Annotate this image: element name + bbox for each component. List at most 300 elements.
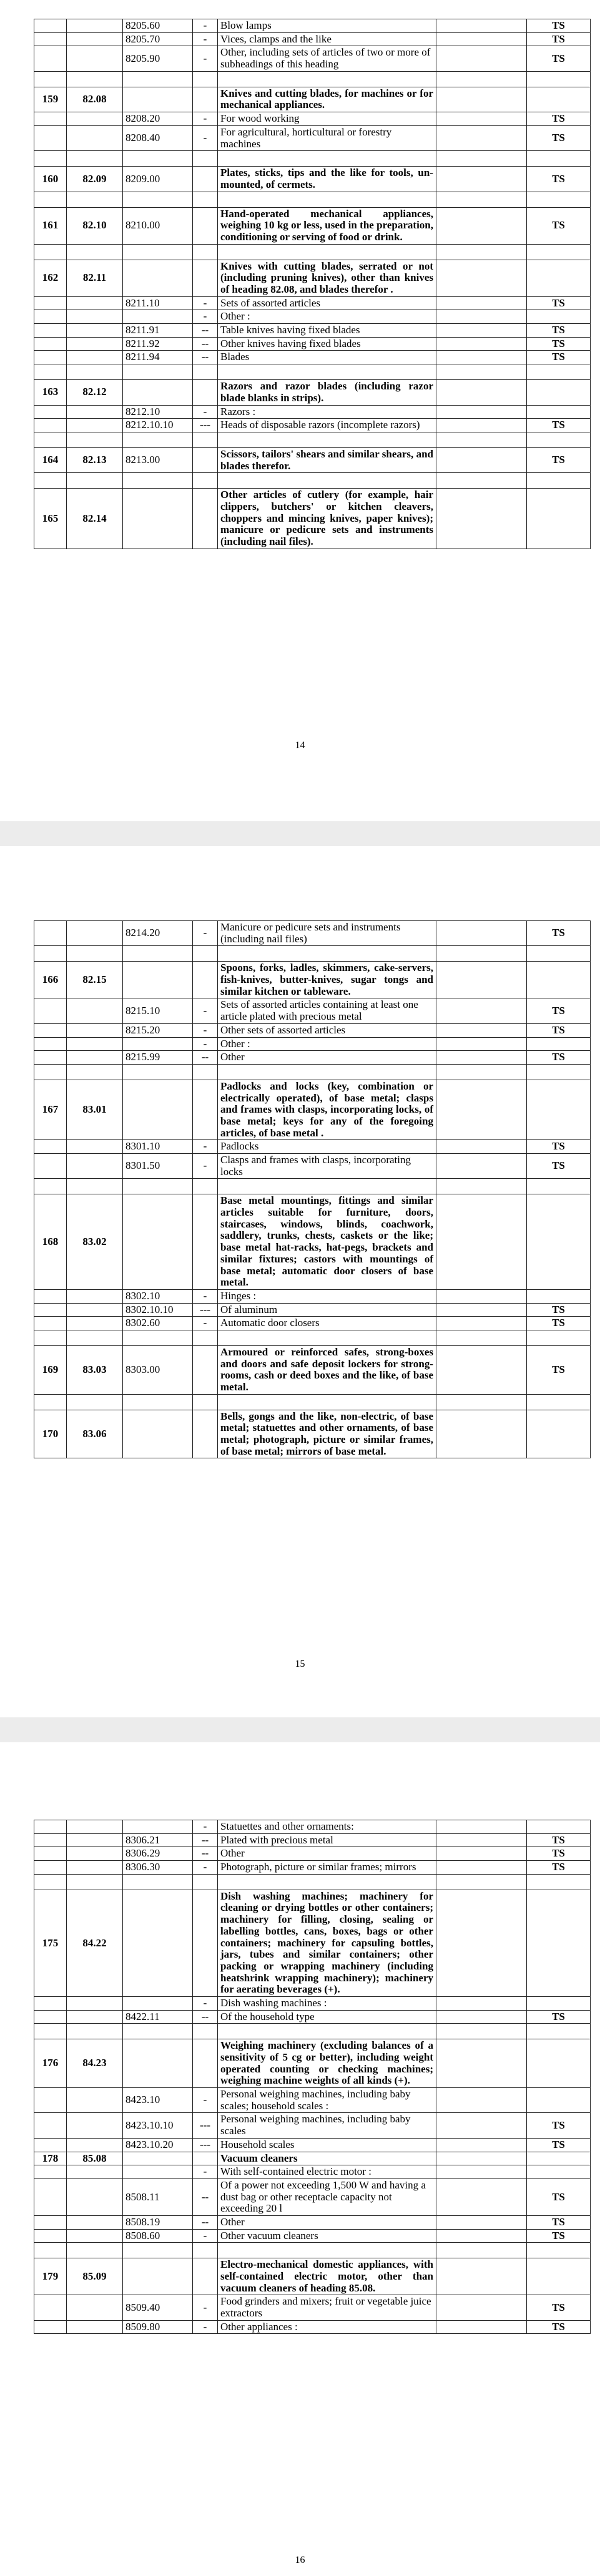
empty-cell [123, 1179, 193, 1194]
spacer-row [34, 244, 591, 260]
empty-cell [436, 1064, 527, 1080]
description-cell: Personal weighing machines, including baby scales; household scales : [218, 2088, 436, 2113]
empty-cell [527, 1179, 591, 1194]
empty-cell [436, 192, 527, 207]
level-dash-cell: -- [193, 2010, 218, 2024]
empty-cell [436, 46, 527, 71]
empty-cell [436, 1833, 527, 1847]
page-number: 14 [295, 740, 305, 751]
tariff-table [34, 920, 591, 1458]
empty-cell [123, 364, 193, 380]
empty-cell [527, 946, 591, 962]
description-cell: Dish washing machines; machinery for cleaning or drying bottles or other containers; machinery for filling, closing, sealing or labelling bottles, cans, boxes, bags or other containers; machinery for capsuling bottles, jars, tubes and similar containers; other packing or wrapping machinery (including heatshrink wrapping machinery); machinery for aerating beverages (+). [218, 1890, 436, 1996]
ts-marker-cell [527, 1820, 591, 1834]
empty-cell [193, 1394, 218, 1410]
heading-number-cell: 82.08 [67, 87, 123, 112]
serial-number-cell [34, 1833, 67, 1847]
empty-cell [218, 151, 436, 167]
hs-code-cell [123, 1194, 193, 1290]
hs-code-cell: 8508.19 [123, 2215, 193, 2229]
empty-cell [436, 2138, 527, 2152]
hs-code-cell: 8208.20 [123, 112, 193, 126]
table-row [34, 46, 591, 71]
serial-number-cell [34, 351, 67, 364]
serial-number-cell [34, 46, 67, 71]
spacer-row [34, 192, 591, 207]
empty-cell [527, 432, 591, 447]
ts-marker-cell [527, 260, 591, 296]
empty-cell [123, 71, 193, 87]
serial-number-cell [34, 2010, 67, 2024]
empty-cell [436, 1996, 527, 2010]
heading-number-cell [67, 2215, 123, 2229]
empty-cell [193, 2243, 218, 2258]
serial-number-cell: 168 [34, 1194, 67, 1290]
table-row [34, 2215, 591, 2229]
empty-cell [34, 1874, 67, 1890]
hs-code-cell: 8213.00 [123, 447, 193, 472]
ts-marker-cell: TS [527, 419, 591, 432]
ts-marker-cell [527, 1410, 591, 1458]
ts-marker-cell: TS [527, 112, 591, 126]
serial-number-cell: 175 [34, 1890, 67, 1996]
table-row [34, 1140, 591, 1154]
spacer-row [34, 1179, 591, 1194]
ts-marker-cell [527, 310, 591, 324]
level-dash-cell: - [193, 1154, 218, 1179]
ts-marker-cell: TS [527, 1023, 591, 1037]
spacer-row [34, 946, 591, 962]
heading-number-cell [67, 998, 123, 1023]
ts-marker-cell [527, 2152, 591, 2165]
level-dash-cell [193, 962, 218, 998]
document-page [0, 0, 600, 821]
description-cell: Automatic door closers [218, 1317, 436, 1330]
empty-cell [34, 2024, 67, 2039]
level-dash-cell: -- [193, 351, 218, 364]
level-dash-cell: -- [193, 337, 218, 351]
table-row [34, 351, 591, 364]
empty-cell [527, 1394, 591, 1410]
heading-number-cell [67, 112, 123, 126]
empty-cell [193, 244, 218, 260]
empty-cell [527, 71, 591, 87]
empty-cell [34, 1179, 67, 1194]
serial-number-cell [34, 32, 67, 46]
serial-number-cell: 164 [34, 447, 67, 472]
description-cell: Other sets of assorted articles [218, 1023, 436, 1037]
level-dash-cell: - [193, 125, 218, 150]
tariff-table [34, 1820, 591, 2334]
empty-cell [436, 19, 527, 33]
heading-number-cell [67, 1833, 123, 1847]
ts-marker-cell [527, 2258, 591, 2295]
ts-marker-cell: TS [527, 2178, 591, 2215]
table-row [34, 337, 591, 351]
serial-number-cell: 169 [34, 1345, 67, 1394]
empty-cell [67, 946, 123, 962]
empty-cell [436, 1394, 527, 1410]
heading-number-cell [67, 1289, 123, 1303]
level-dash-cell: - [193, 46, 218, 71]
empty-cell [436, 432, 527, 447]
description-cell: Photograph, picture or similar frames; mirrors [218, 1861, 436, 1875]
empty-cell [123, 1874, 193, 1890]
serial-number-cell [34, 2320, 67, 2334]
ts-marker-cell [527, 87, 591, 112]
hs-code-cell [123, 2165, 193, 2179]
empty-cell [67, 364, 123, 380]
description-cell: Blades [218, 351, 436, 364]
description-cell: Personal weighing machines, including baby scales [218, 2113, 436, 2138]
description-cell: Other : [218, 310, 436, 324]
spacer-row [34, 473, 591, 489]
heading-number-cell: 83.01 [67, 1080, 123, 1139]
empty-cell [436, 310, 527, 324]
empty-cell [193, 1179, 218, 1194]
empty-cell [436, 2113, 527, 2138]
empty-cell [436, 1179, 527, 1194]
level-dash-cell: --- [193, 419, 218, 432]
heading-number-cell: 85.09 [67, 2258, 123, 2295]
empty-cell [193, 473, 218, 489]
level-dash-cell: -- [193, 1847, 218, 1861]
empty-cell [436, 1080, 527, 1139]
empty-cell [527, 473, 591, 489]
serial-number-cell [34, 2215, 67, 2229]
heading-number-cell [67, 1140, 123, 1154]
empty-cell [436, 2178, 527, 2215]
empty-cell [123, 1330, 193, 1345]
heading-number-cell [67, 337, 123, 351]
table-row [34, 1303, 591, 1317]
heading-number-cell [67, 2165, 123, 2179]
empty-cell [527, 364, 591, 380]
description-cell: Plated with precious metal [218, 1833, 436, 1847]
serial-number-cell: 162 [34, 260, 67, 296]
heading-number-cell [67, 1847, 123, 1861]
empty-cell [436, 1861, 527, 1875]
empty-cell [34, 151, 67, 167]
ts-marker-cell: TS [527, 1051, 591, 1065]
table-row [34, 2165, 591, 2179]
description-cell: For agricultural, horticultural or forestry machines [218, 125, 436, 150]
ts-marker-cell [527, 1194, 591, 1290]
table-row [34, 2229, 591, 2243]
level-dash-cell [193, 489, 218, 549]
heading-row [34, 1345, 591, 1394]
description-cell: Heads of disposable razors (incomplete razors) [218, 419, 436, 432]
heading-number-cell [67, 1037, 123, 1051]
ts-marker-cell: TS [527, 1861, 591, 1875]
empty-cell [218, 1179, 436, 1194]
level-dash-cell [193, 260, 218, 296]
ts-marker-cell [527, 2039, 591, 2088]
description-cell: Other, including sets of articles of two or more of subheadings of this heading [218, 46, 436, 71]
ts-marker-cell: TS [527, 351, 591, 364]
empty-cell [218, 192, 436, 207]
level-dash-cell: - [193, 1023, 218, 1037]
ts-marker-cell: TS [527, 2295, 591, 2320]
serial-number-cell [34, 1051, 67, 1065]
empty-cell [67, 192, 123, 207]
level-dash-cell: - [193, 1317, 218, 1330]
empty-cell [436, 1345, 527, 1394]
document-page [0, 1742, 600, 2576]
empty-cell [193, 1874, 218, 1890]
serial-number-cell [34, 998, 67, 1023]
description-cell: Other [218, 1847, 436, 1861]
empty-cell [436, 324, 527, 338]
ts-marker-cell: TS [527, 1154, 591, 1179]
level-dash-cell [193, 2039, 218, 2088]
hs-code-cell [123, 1410, 193, 1458]
heading-number-cell [67, 2010, 123, 2024]
level-dash-cell: - [193, 112, 218, 126]
empty-cell [193, 364, 218, 380]
level-dash-cell: -- [193, 2215, 218, 2229]
hs-code-cell: 8508.60 [123, 2229, 193, 2243]
empty-cell [34, 1064, 67, 1080]
hs-code-cell [123, 1996, 193, 2010]
hs-code-cell: 8215.10 [123, 998, 193, 1023]
description-cell: Statuettes and other ornaments: [218, 1820, 436, 1834]
heading-number-cell [67, 419, 123, 432]
ts-marker-cell [527, 1080, 591, 1139]
ts-marker-cell [527, 380, 591, 405]
description-cell: Other [218, 1051, 436, 1065]
level-dash-cell: - [193, 2229, 218, 2243]
table-row [34, 2010, 591, 2024]
description-cell: Padlocks [218, 1140, 436, 1154]
empty-cell [67, 151, 123, 167]
empty-cell [193, 151, 218, 167]
heading-number-cell [67, 1154, 123, 1179]
hs-code-cell: 8211.10 [123, 296, 193, 310]
hs-code-cell: 8301.10 [123, 1140, 193, 1154]
ts-marker-cell: TS [527, 1140, 591, 1154]
ts-marker-cell [527, 2088, 591, 2113]
empty-cell [436, 260, 527, 296]
description-cell: Clasps and frames with clasps, incorporating locks [218, 1154, 436, 1179]
description-cell: Hinges : [218, 1289, 436, 1303]
description-cell: Other knives having fixed blades [218, 337, 436, 351]
level-dash-cell: - [193, 2320, 218, 2334]
empty-cell [34, 364, 67, 380]
empty-cell [436, 337, 527, 351]
hs-code-cell [123, 2258, 193, 2295]
hs-code-cell: 8423.10.10 [123, 2113, 193, 2138]
empty-cell [527, 2243, 591, 2258]
empty-cell [527, 1874, 591, 1890]
heading-number-cell: 82.13 [67, 447, 123, 472]
empty-cell [527, 244, 591, 260]
hs-code-cell: 8205.60 [123, 19, 193, 33]
hs-code-cell: 8301.50 [123, 1154, 193, 1179]
heading-number-cell [67, 324, 123, 338]
hs-code-cell: 8209.00 [123, 167, 193, 192]
empty-cell [67, 432, 123, 447]
serial-number-cell [34, 1303, 67, 1317]
empty-cell [218, 432, 436, 447]
level-dash-cell [193, 2258, 218, 2295]
description-cell: With self-contained electric motor : [218, 2165, 436, 2179]
empty-cell [527, 151, 591, 167]
empty-cell [436, 1330, 527, 1345]
empty-cell [436, 380, 527, 405]
empty-cell [218, 473, 436, 489]
level-dash-cell: - [193, 2165, 218, 2179]
level-dash-cell: -- [193, 324, 218, 338]
serial-number-cell: 159 [34, 87, 67, 112]
hs-code-cell [123, 962, 193, 998]
empty-cell [436, 2088, 527, 2113]
serial-number-cell [34, 921, 67, 946]
serial-number-cell [34, 112, 67, 126]
empty-cell [436, 1874, 527, 1890]
heading-number-cell [67, 1861, 123, 1875]
empty-cell [436, 1154, 527, 1179]
empty-cell [436, 125, 527, 150]
spacer-row [34, 364, 591, 380]
table-row [34, 921, 591, 946]
hs-code-cell: 8302.60 [123, 1317, 193, 1330]
ts-marker-cell: TS [527, 2138, 591, 2152]
heading-number-cell [67, 921, 123, 946]
ts-marker-cell: TS [527, 2229, 591, 2243]
ts-marker-cell: TS [527, 1317, 591, 1330]
table-row [34, 310, 591, 324]
empty-cell [436, 2229, 527, 2243]
description-cell: Blow lamps [218, 19, 436, 33]
empty-cell [123, 2024, 193, 2039]
level-dash-cell: - [193, 1289, 218, 1303]
serial-number-cell [34, 1023, 67, 1037]
heading-number-cell [67, 2088, 123, 2113]
empty-cell [193, 1064, 218, 1080]
empty-cell [527, 1330, 591, 1345]
serial-number-cell: 166 [34, 962, 67, 998]
empty-cell [436, 296, 527, 310]
spacer-row [34, 71, 591, 87]
empty-cell [436, 998, 527, 1023]
empty-cell [67, 1330, 123, 1345]
serial-number-cell: 179 [34, 2258, 67, 2295]
heading-number-cell: 82.14 [67, 489, 123, 549]
level-dash-cell: - [193, 405, 218, 419]
heading-number-cell [67, 1996, 123, 2010]
ts-marker-cell [527, 1289, 591, 1303]
hs-code-cell: 8423.10 [123, 2088, 193, 2113]
empty-cell [218, 946, 436, 962]
heading-row [34, 1194, 591, 1290]
empty-cell [218, 1330, 436, 1345]
hs-code-cell: 8302.10 [123, 1289, 193, 1303]
hs-code-cell: 8205.70 [123, 32, 193, 46]
level-dash-cell: - [193, 1140, 218, 1154]
heading-number-cell: 82.15 [67, 962, 123, 998]
serial-number-cell [34, 125, 67, 150]
description-cell: Knives with cutting blades, serrated or not (including pruning knives), other than knives of heading 82.08, and blades therefor . [218, 260, 436, 296]
description-cell: Padlocks and locks (key, combination or electrically operated), of base metal; clasps and frames with clasps, incorporating locks, of base metal; keys for any of the foregoing articles, of base metal . [218, 1080, 436, 1139]
hs-code-cell: 8208.40 [123, 125, 193, 150]
serial-number-cell [34, 1140, 67, 1154]
ts-marker-cell: TS [527, 998, 591, 1023]
serial-number-cell [34, 1154, 67, 1179]
level-dash-cell [193, 1080, 218, 1139]
empty-cell [123, 946, 193, 962]
heading-row [34, 2152, 591, 2165]
serial-number-cell [34, 405, 67, 419]
heading-number-cell [67, 2229, 123, 2243]
serial-number-cell [34, 337, 67, 351]
empty-cell [123, 244, 193, 260]
empty-cell [34, 432, 67, 447]
description-cell: Knives and cutting blades, for machines or for mechanical appliances. [218, 87, 436, 112]
table-row [34, 32, 591, 46]
heading-row [34, 489, 591, 549]
table-row [34, 19, 591, 33]
heading-row [34, 260, 591, 296]
hs-code-cell: 8422.11 [123, 2010, 193, 2024]
page-number: 16 [295, 2555, 305, 2565]
empty-cell [436, 87, 527, 112]
heading-number-cell: 83.06 [67, 1410, 123, 1458]
serial-number-cell [34, 2295, 67, 2320]
ts-marker-cell: TS [527, 447, 591, 472]
empty-cell [123, 2243, 193, 2258]
serial-number-cell [34, 1820, 67, 1834]
empty-cell [436, 1140, 527, 1154]
table-row [34, 1833, 591, 1847]
spacer-row [34, 2024, 591, 2039]
empty-cell [34, 71, 67, 87]
table-row [34, 1154, 591, 1179]
description-cell: Other vacuum cleaners [218, 2229, 436, 2243]
level-dash-cell: - [193, 1861, 218, 1875]
heading-number-cell [67, 2320, 123, 2334]
heading-row [34, 207, 591, 244]
empty-cell [436, 1289, 527, 1303]
table-row [34, 112, 591, 126]
empty-cell [436, 2152, 527, 2165]
empty-cell [34, 946, 67, 962]
hs-code-cell: 8509.80 [123, 2320, 193, 2334]
empty-cell [527, 192, 591, 207]
serial-number-cell: 167 [34, 1080, 67, 1139]
heading-number-cell: 82.09 [67, 167, 123, 192]
heading-number-cell: 82.11 [67, 260, 123, 296]
heading-row [34, 380, 591, 405]
level-dash-cell [193, 2152, 218, 2165]
heading-number-cell [67, 310, 123, 324]
empty-cell [527, 1064, 591, 1080]
description-cell: Other appliances : [218, 2320, 436, 2334]
hs-code-cell: 8423.10.20 [123, 2138, 193, 2152]
heading-number-cell [67, 296, 123, 310]
ts-marker-cell [527, 1890, 591, 1996]
heading-number-cell [67, 32, 123, 46]
serial-number-cell [34, 2113, 67, 2138]
heading-number-cell [67, 2295, 123, 2320]
level-dash-cell: --- [193, 2138, 218, 2152]
hs-code-cell [123, 260, 193, 296]
empty-cell [218, 1064, 436, 1080]
empty-cell [67, 71, 123, 87]
serial-number-cell: 161 [34, 207, 67, 244]
ts-marker-cell: TS [527, 2215, 591, 2229]
empty-cell [436, 1194, 527, 1290]
